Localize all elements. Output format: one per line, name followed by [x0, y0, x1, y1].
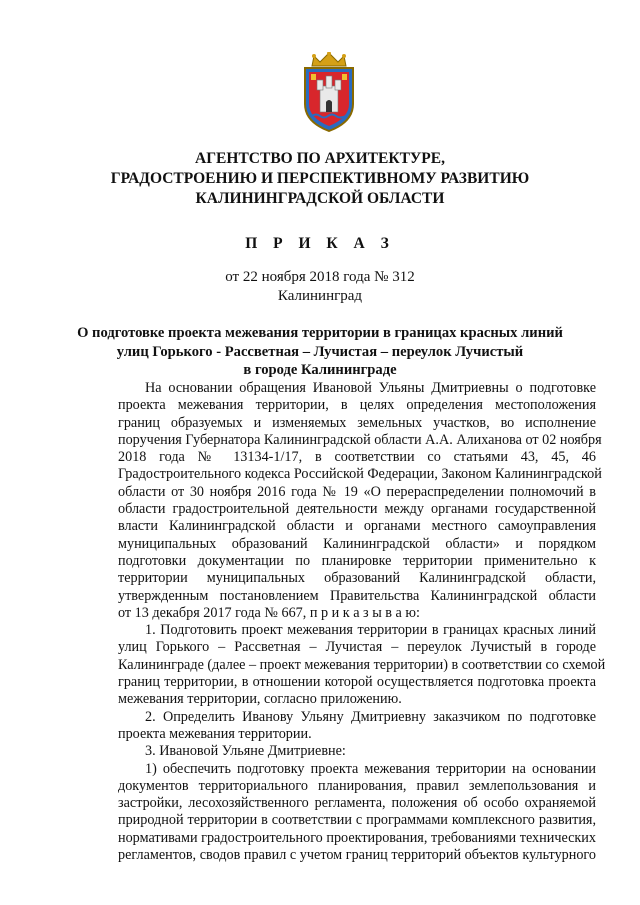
subject-line: в городе Калининграде	[243, 362, 397, 378]
body-line: муниципальных образований Калининградской области» и порядком	[118, 535, 596, 552]
body-line: На основании обращения Ивановой Ульяны Дмитриевны о подготовке	[145, 380, 596, 396]
body-line: 3. Ивановой Ульяне Дмитриевне:	[145, 743, 346, 760]
body-line: документов территориального планирования, правил землепользования и	[118, 777, 596, 794]
body-line: регламентов, сводов правил с учетом границ территорий объектов культурного	[118, 847, 596, 864]
body-line: территории муниципальных образований Калининградской области,	[118, 570, 596, 587]
order-subject	[0, 324, 640, 380]
body-line: проекта межевания территории, в целях определения местоположения	[118, 397, 596, 414]
agency-line: КАЛИНИНГРАДСКОЙ ОБЛАСТИ	[195, 190, 445, 207]
body-line: власти Калининградской области и органами местного самоуправления	[118, 518, 596, 535]
order-body	[118, 380, 606, 864]
subject-line: О подготовке проекта межевания территории в границах красных линий	[77, 325, 563, 341]
body-line: поручения Губернатора Калининградской области А.А. Алиханова от 02 ноября	[118, 431, 602, 448]
body-line: области от 30 ноября 2016 года № 19 «О перераспределении полномочий в	[118, 483, 596, 500]
body-line: межевания территории, согласно приложению.	[118, 691, 402, 708]
body-line: границ территории, в отношении которой осуществляется подготовка проекта	[118, 674, 596, 691]
body-line: от 13 декабря 2017 года № 667, п р и к а з ы в а ю:	[118, 604, 420, 621]
coat-of-arms-icon	[300, 52, 358, 132]
body-line: нормативами градостроительного проектирования, требованиями технических	[118, 829, 596, 846]
order-city: Калининград	[277, 288, 363, 304]
body-line: подготовки документации по планировке территории применительно к	[118, 552, 596, 569]
subject-line: улиц Горького - Рассветная – Лучистая – переулок Лучистый	[116, 343, 524, 360]
order-date: от 22 ноября 2018 года № 312	[225, 269, 415, 285]
body-line: 1. Подготовить проект межевания территории в границах красных линий	[145, 622, 596, 639]
body-line: проекта межевания территории.	[118, 725, 312, 742]
body-line: природной территории в соответствии с программами комплексного развития,	[118, 812, 596, 829]
body-line: Градостроительного кодекса Российской Федерации, Законом Калининградской	[118, 466, 602, 483]
body-line: утвержденным постановлением Правительства Калининградской области	[118, 587, 596, 604]
body-line: застройки, лесохозяйственного регламента, положения об особо охраняемой	[118, 795, 596, 812]
body-line: 2. Определить Иванову Ульяну Дмитриевну заказчиком по подготовке	[145, 708, 596, 725]
body-line: 2018 года № 13134-1/17, в соответствии со статьями 43, 45, 46	[118, 449, 596, 466]
agency-name	[0, 149, 640, 209]
body-line: Калининграде (далее – проект межевания территории) в соответствии со схемой	[118, 656, 606, 673]
body-line: области градостроительной деятельности между органами государственной	[118, 501, 596, 518]
body-line: улиц Горького – Рассветная – Лучистая – переулок Лучистый в городе	[118, 639, 596, 656]
agency-line: АГЕНТСТВО ПО АРХИТЕКТУРЕ,	[195, 150, 445, 167]
order-title: П Р И К А З	[245, 235, 395, 252]
agency-line: ГРАДОСТРОЕНИЮ И ПЕРСПЕКТИВНОМУ РАЗВИТИЮ	[110, 170, 530, 187]
body-line: границ образуемых и изменяемых земельных участков, во исполнение	[118, 414, 596, 431]
body-line: 1) обеспечить подготовку проекта межевания территории на основании	[145, 760, 596, 777]
